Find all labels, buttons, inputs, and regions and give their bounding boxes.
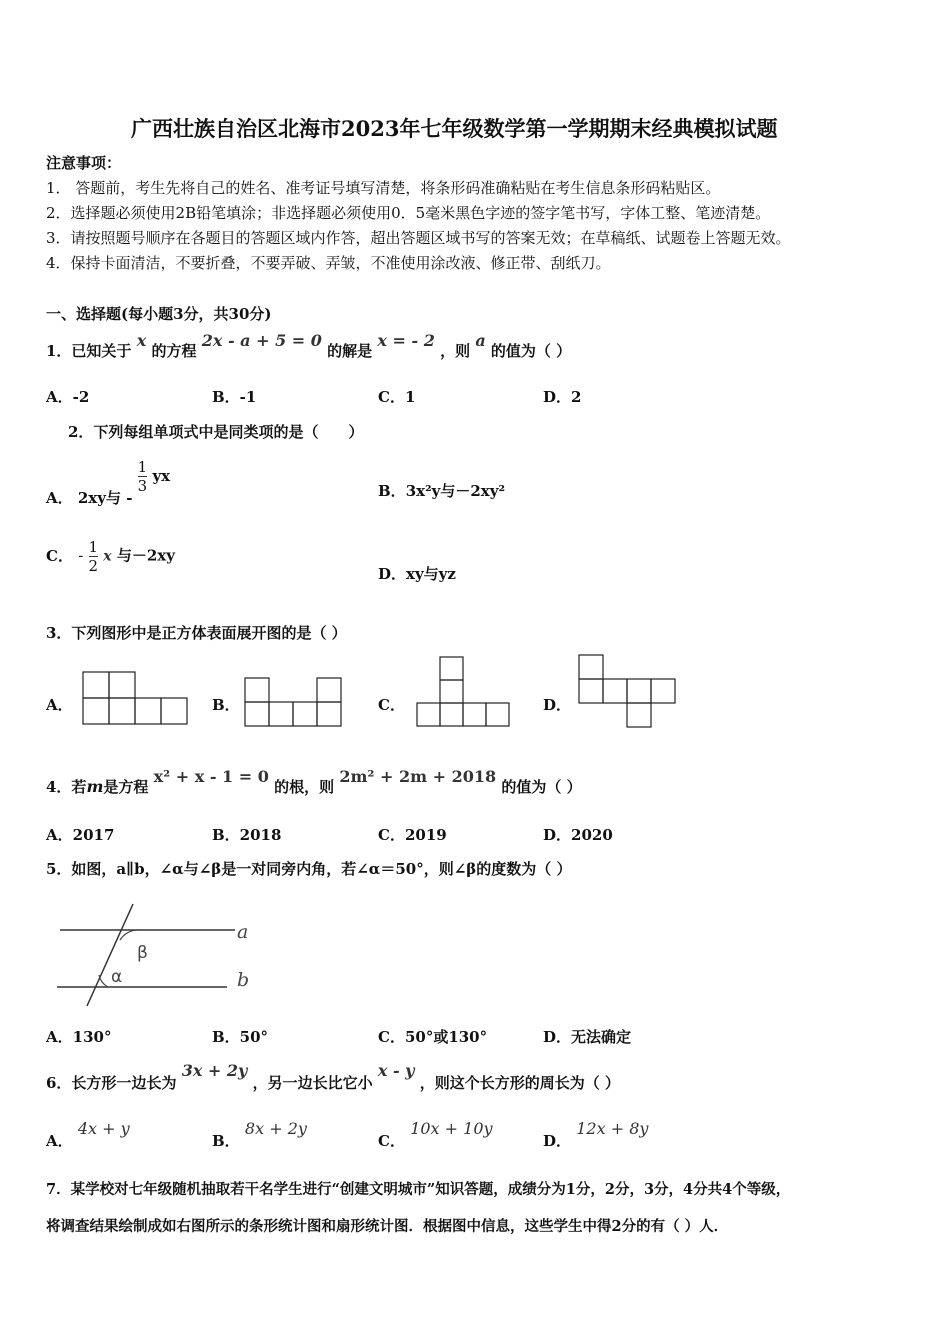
q6-b-label: B．	[212, 1132, 240, 1150]
net-square	[245, 678, 269, 702]
angle-beta-arc	[120, 930, 141, 940]
q6-option-c[interactable]	[378, 1119, 493, 1151]
net-square	[417, 703, 440, 726]
q6-option-a[interactable]	[46, 1119, 130, 1151]
label-beta: β	[137, 943, 148, 963]
q1-var-a: a	[475, 331, 486, 350]
q2-c-minus: -	[78, 546, 84, 565]
q4-text: 的根，则	[274, 778, 335, 796]
q3-net-c[interactable]	[415, 655, 515, 730]
q5-figure	[55, 902, 275, 1012]
q3-option-b-label[interactable]: B．	[212, 696, 240, 714]
net-square	[135, 698, 161, 724]
q6-text: 6．长方形一边长为	[46, 1074, 177, 1092]
q2-c-right: 与－2xy	[116, 546, 175, 565]
q3-option-d-label[interactable]: D．	[543, 696, 572, 714]
q3-net-b[interactable]	[244, 677, 344, 727]
q4-option-b[interactable]: B．2018	[212, 826, 282, 844]
net-square	[269, 702, 293, 726]
q6-expr-diff: x - y	[377, 1061, 415, 1080]
q6-d-expr: 12x + 8y	[576, 1119, 649, 1138]
q1-text: 的解是	[327, 342, 373, 360]
q2-option-b[interactable]	[378, 480, 505, 501]
q2-a-right: yx	[152, 466, 171, 485]
net-square	[440, 680, 463, 703]
net-square	[245, 702, 269, 726]
q1-stem	[46, 331, 572, 361]
q2-b-text: 3x²y与－2xy²	[405, 482, 506, 500]
q5-option-c[interactable]: C．50°或130°	[378, 1028, 488, 1046]
q7-line-1: 7．某学校对七年级随机抽取若干名学生进行“创建文明城市”知识答题，成绩分为1分，2分，3分，4分共4个等级，	[46, 1181, 791, 1198]
q5-option-a[interactable]: A．130°	[46, 1028, 112, 1046]
net-square	[627, 679, 651, 703]
q2-a-fraction	[138, 458, 148, 495]
q1-option-d[interactable]: D．2	[543, 388, 582, 406]
net-square	[109, 698, 135, 724]
section-heading: 一、选择题(每小题3分，共30分)	[46, 305, 272, 323]
q2-c-denominator: 2	[88, 557, 99, 575]
notice-item: 2．选择题必须使用2B铅笔填涂；非选择题必须使用0．5毫米黑色字迹的签字笔书写，字体工整、笔迹清楚。	[46, 204, 771, 222]
page-title: 广西壮族自治区北海市2023年七年级数学第一学期期末经典模拟试题	[131, 116, 778, 141]
net-square	[440, 657, 463, 680]
net-square	[293, 702, 317, 726]
q3-option-c-label[interactable]: C．	[378, 696, 405, 714]
q6-d-label: D．	[543, 1132, 572, 1150]
q3-net-a[interactable]	[82, 670, 192, 730]
q1-var-x: x	[136, 331, 147, 350]
label-a: a	[237, 921, 249, 943]
label-b: b	[237, 969, 250, 991]
q4-expression: 2m² + 2m + 2018	[339, 767, 497, 786]
q6-a-label: A．	[46, 1132, 73, 1150]
notice-item: 1． 答题前，考生先将自己的姓名、准考证号填写清楚，将条形码准确粘贴在考生信息条形码粘贴区。	[46, 179, 721, 197]
q1-text: ，则	[440, 342, 471, 360]
net-square	[651, 679, 675, 703]
net-square	[579, 679, 603, 703]
q4-option-c[interactable]: C．2019	[378, 826, 447, 844]
q4-text: 的值为（ ）	[501, 778, 582, 796]
q2-option-a[interactable]	[46, 458, 171, 507]
net-square	[440, 703, 463, 726]
q1-option-b[interactable]: B．-1	[212, 388, 257, 406]
q5-stem: 5．如图，a∥b，∠α与∠β是一对同旁内角，若∠α＝50°，则∠β的度数为（ ）	[46, 860, 572, 878]
q2-a-label: A．	[46, 488, 73, 507]
q2-a-denominator: 3	[137, 477, 148, 495]
net-square	[317, 678, 341, 702]
net-square	[463, 703, 486, 726]
q6-option-b[interactable]	[212, 1119, 307, 1151]
q1-text: 1．已知关于	[46, 342, 132, 360]
net-square	[627, 703, 651, 727]
q1-text: 的方程	[151, 342, 197, 360]
net-square	[161, 698, 187, 724]
q2-stem: 2．下列每组单项式中是同类项的是（ ）	[68, 423, 364, 441]
q6-c-expr: 10x + 10y	[410, 1119, 493, 1138]
q6-stem	[46, 1061, 620, 1093]
q1-option-c[interactable]: C．1	[378, 388, 416, 406]
q4-text: 是方程	[103, 778, 149, 796]
q2-option-c[interactable]	[46, 538, 175, 575]
q2-c-var: x	[103, 548, 112, 565]
q6-b-expr: 8x + 2y	[244, 1119, 307, 1138]
q2-d-text: xy与yz	[406, 565, 456, 583]
transversal-line	[87, 904, 133, 1006]
q3-option-a-label[interactable]: A．	[46, 696, 73, 714]
q4-option-a[interactable]: A．2017	[46, 826, 115, 844]
q1-equation: 2x - a + 5 = 0	[201, 331, 322, 350]
net-square	[109, 672, 135, 698]
q7-line-2: 将调查结果绘制成如右图所示的条形统计图和扇形统计图．根据图中信息，这些学生中得2分的有（ ）人．	[46, 1218, 729, 1235]
net-square	[317, 702, 341, 726]
q4-var-m: m	[86, 777, 104, 796]
net-square	[603, 679, 627, 703]
q3-net-d[interactable]	[577, 653, 677, 728]
q2-d-label: D．	[378, 565, 407, 583]
q5-option-b[interactable]: B．50°	[212, 1028, 269, 1046]
notice-item: 4．保持卡面清洁，不要折叠，不要弄破、弄皱，不准使用涂改液、修正带、刮纸刀。	[46, 254, 611, 272]
q2-option-d[interactable]	[378, 563, 456, 584]
q6-text: ，另一边长比它小	[252, 1074, 373, 1092]
q6-expr-side: 3x + 2y	[181, 1061, 248, 1080]
q1-option-a[interactable]: A．-2	[46, 388, 90, 406]
q2-c-label: C．	[46, 546, 73, 565]
net-square	[579, 655, 603, 679]
q4-equation: x² + x - 1 = 0	[153, 767, 269, 786]
q1-text: 的值为（ ）	[490, 342, 572, 360]
q5-option-d[interactable]: D．无法确定	[543, 1028, 632, 1046]
net-square	[83, 698, 109, 724]
q6-c-label: C．	[378, 1132, 405, 1150]
q2-c-fraction	[89, 538, 99, 575]
q1-solution: x = - 2	[377, 331, 435, 350]
q3-stem: 3．下列图形中是正方体表面展开图的是（ ）	[46, 624, 347, 642]
q2-b-label: B．	[378, 482, 406, 500]
q4-text: 4．若	[46, 778, 87, 796]
q4-option-d[interactable]: D．2020	[543, 826, 613, 844]
q6-option-d[interactable]	[543, 1119, 649, 1151]
net-square	[486, 703, 509, 726]
notice-heading: 注意事项：	[46, 154, 122, 172]
notice-item: 3．请按照题号顺序在各题目的答题区域内作答，超出答题区域书写的答案无效；在草稿纸、试题卷上答题无效。	[46, 229, 791, 247]
q2-a-left: 2xy与 -	[77, 488, 133, 507]
q6-text: ，则这个长方形的周长为（ ）	[419, 1074, 620, 1092]
q4-stem	[46, 767, 582, 797]
net-square	[83, 672, 109, 698]
q2-a-numerator: 1	[137, 458, 148, 476]
q6-a-expr: 4x + y	[77, 1119, 130, 1138]
q2-c-numerator: 1	[88, 538, 99, 556]
label-alpha: α	[111, 967, 123, 987]
